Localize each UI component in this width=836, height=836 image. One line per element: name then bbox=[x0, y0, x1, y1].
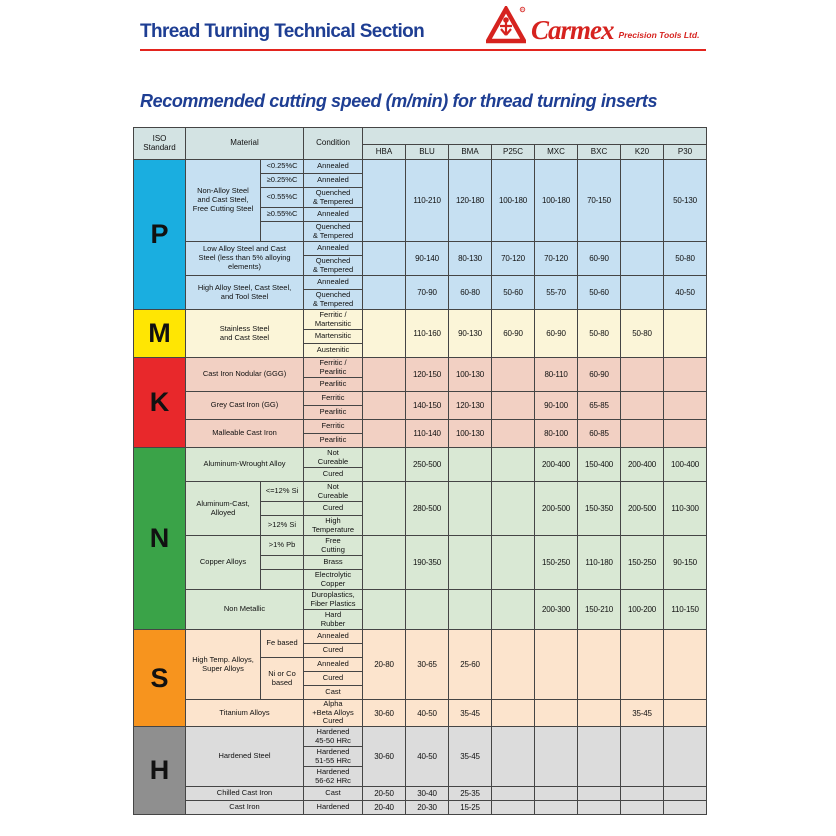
condition-cell: Annealed bbox=[304, 630, 363, 644]
material-subcondition-cell: <0.55%C bbox=[261, 188, 304, 208]
value-cell: 40-50 bbox=[664, 276, 707, 310]
value-cell: 200-500 bbox=[621, 482, 664, 536]
value-cell: 50-60 bbox=[578, 276, 621, 310]
condition-cell: Hardened bbox=[304, 801, 363, 815]
material-cell: Cast Iron Nodular (GGG) bbox=[186, 358, 304, 392]
value-cell bbox=[664, 358, 707, 392]
condition-cell: Quenched & Tempered bbox=[304, 222, 363, 242]
value-cell: 100-130 bbox=[449, 420, 492, 448]
material-cell: Malleable Cast Iron bbox=[186, 420, 304, 448]
value-cell bbox=[492, 448, 535, 482]
value-cell: 20-40 bbox=[363, 801, 406, 815]
value-cell bbox=[492, 787, 535, 801]
material-cell: Copper Alloys bbox=[186, 536, 261, 590]
value-cell: 40-50 bbox=[406, 727, 449, 787]
condition-cell: Quenched & Tempered bbox=[304, 256, 363, 276]
value-cell bbox=[621, 276, 664, 310]
material-cell: Non-Alloy Steel and Cast Steel, Free Cutting Steel bbox=[186, 160, 261, 242]
material-subcondition-cell bbox=[261, 570, 304, 590]
col-header-grade-p25c: P25C bbox=[492, 145, 535, 160]
value-cell bbox=[492, 392, 535, 420]
value-cell: 140-150 bbox=[406, 392, 449, 420]
table-row bbox=[134, 590, 707, 610]
value-cell: 100-200 bbox=[621, 590, 664, 630]
iso-letter-N: N bbox=[134, 448, 186, 630]
value-cell: 110-180 bbox=[578, 536, 621, 590]
table-row bbox=[134, 310, 707, 330]
value-cell bbox=[449, 448, 492, 482]
value-cell: 60-90 bbox=[535, 310, 578, 358]
condition-cell: Annealed bbox=[304, 276, 363, 290]
condition-cell: Pearlitic bbox=[304, 434, 363, 448]
value-cell bbox=[449, 590, 492, 630]
material-subcondition-cell: >1% Pb bbox=[261, 536, 304, 556]
value-cell bbox=[535, 700, 578, 727]
material-subcondition-cell: Fe based bbox=[261, 630, 304, 658]
value-cell bbox=[621, 801, 664, 815]
material-subcondition-cell: >12% Si bbox=[261, 516, 304, 536]
material-cell: Low Alloy Steel and Cast Steel (less than 5% alloying elements) bbox=[186, 242, 304, 276]
condition-cell: Martensitic bbox=[304, 330, 363, 344]
col-header-grade-bxc: BXC bbox=[578, 145, 621, 160]
table-row bbox=[134, 727, 707, 747]
cutting-speed-table bbox=[133, 127, 707, 815]
value-cell bbox=[664, 392, 707, 420]
value-cell: 30-65 bbox=[406, 630, 449, 700]
value-cell: 250-500 bbox=[406, 448, 449, 482]
condition-cell: Ferritic bbox=[304, 392, 363, 406]
material-cell: Non Metallic bbox=[186, 590, 304, 630]
value-cell bbox=[492, 358, 535, 392]
value-cell: 30-60 bbox=[363, 700, 406, 727]
value-cell: 200-400 bbox=[535, 448, 578, 482]
value-cell: 35-45 bbox=[621, 700, 664, 727]
value-cell: 70-150 bbox=[578, 160, 621, 242]
condition-cell: Annealed bbox=[304, 658, 363, 672]
condition-cell: Not Cureable bbox=[304, 448, 363, 468]
value-cell: 25-60 bbox=[449, 630, 492, 700]
value-cell bbox=[664, 787, 707, 801]
value-cell bbox=[363, 482, 406, 536]
grades-header-spacer bbox=[363, 128, 707, 145]
value-cell bbox=[621, 727, 664, 787]
iso-letter-M: M bbox=[134, 310, 186, 358]
value-cell bbox=[578, 630, 621, 700]
value-cell: 80-130 bbox=[449, 242, 492, 276]
col-header-condition: Condition bbox=[304, 128, 363, 160]
registered-mark: R bbox=[521, 7, 524, 13]
value-cell bbox=[363, 392, 406, 420]
value-cell: 60-90 bbox=[492, 310, 535, 358]
value-cell bbox=[535, 787, 578, 801]
value-cell bbox=[664, 630, 707, 700]
col-header-grade-k20: K20 bbox=[621, 145, 664, 160]
value-cell: 70-120 bbox=[535, 242, 578, 276]
brand-suffix: Precision Tools Ltd. bbox=[618, 30, 700, 40]
table-row bbox=[134, 536, 707, 556]
value-cell bbox=[492, 727, 535, 787]
value-cell: 80-110 bbox=[535, 358, 578, 392]
value-cell: 150-210 bbox=[578, 590, 621, 630]
condition-cell: Ferritic / Martensitic bbox=[304, 310, 363, 330]
value-cell: 280-500 bbox=[406, 482, 449, 536]
value-cell: 150-350 bbox=[578, 482, 621, 536]
condition-cell: Annealed bbox=[304, 174, 363, 188]
value-cell bbox=[363, 448, 406, 482]
table-row bbox=[134, 160, 707, 174]
value-cell bbox=[621, 420, 664, 448]
value-cell: 50-80 bbox=[578, 310, 621, 358]
value-cell bbox=[535, 801, 578, 815]
condition-cell: Alpha +Beta Alloys Cured bbox=[304, 700, 363, 727]
value-cell: 20-50 bbox=[363, 787, 406, 801]
value-cell: 65-85 bbox=[578, 392, 621, 420]
value-cell: 50-80 bbox=[621, 310, 664, 358]
material-cell: High Alloy Steel, Cast Steel, and Tool Steel bbox=[186, 276, 304, 310]
value-cell bbox=[578, 727, 621, 787]
material-cell: Aluminum-Wrought Alloy bbox=[186, 448, 304, 482]
value-cell bbox=[578, 787, 621, 801]
value-cell: 50-130 bbox=[664, 160, 707, 242]
condition-cell: Ferritic / Pearlitic bbox=[304, 358, 363, 378]
col-header-grade-mxc: MXC bbox=[535, 145, 578, 160]
value-cell: 110-160 bbox=[406, 310, 449, 358]
value-cell bbox=[363, 242, 406, 276]
condition-cell: Pearlitic bbox=[304, 378, 363, 392]
condition-cell: Not Cureable bbox=[304, 482, 363, 502]
value-cell bbox=[363, 420, 406, 448]
value-cell: 150-250 bbox=[621, 536, 664, 590]
table-row bbox=[134, 787, 707, 801]
value-cell: 150-250 bbox=[535, 536, 578, 590]
material-subcondition-cell: <=12% Si bbox=[261, 482, 304, 502]
value-cell bbox=[492, 590, 535, 630]
value-cell: 40-50 bbox=[406, 700, 449, 727]
value-cell: 60-90 bbox=[578, 242, 621, 276]
material-subcondition-cell: ≥0.55%C bbox=[261, 208, 304, 222]
condition-cell: Electrolytic Copper bbox=[304, 570, 363, 590]
value-cell bbox=[492, 536, 535, 590]
value-cell: 120-150 bbox=[406, 358, 449, 392]
col-header-grade-hba: HBA bbox=[363, 145, 406, 160]
condition-cell: Hardened 56-62 HRc bbox=[304, 767, 363, 787]
material-cell: High Temp. Alloys, Super Alloys bbox=[186, 630, 261, 700]
value-cell bbox=[664, 420, 707, 448]
condition-cell: Cured bbox=[304, 672, 363, 686]
value-cell: 190-350 bbox=[406, 536, 449, 590]
col-header-iso-standard: ISO Standard bbox=[134, 128, 186, 160]
condition-cell: Annealed bbox=[304, 208, 363, 222]
value-cell: 55-70 bbox=[535, 276, 578, 310]
value-cell bbox=[492, 482, 535, 536]
condition-cell: Annealed bbox=[304, 242, 363, 256]
table-row bbox=[134, 630, 707, 644]
value-cell bbox=[664, 801, 707, 815]
condition-cell: High Temperature bbox=[304, 516, 363, 536]
value-cell bbox=[578, 700, 621, 727]
value-cell: 50-60 bbox=[492, 276, 535, 310]
value-cell: 90-100 bbox=[535, 392, 578, 420]
material-cell: Stainless Steel and Cast Steel bbox=[186, 310, 304, 358]
value-cell: 35-45 bbox=[449, 727, 492, 787]
value-cell bbox=[664, 727, 707, 787]
condition-cell: Cast bbox=[304, 787, 363, 801]
value-cell bbox=[578, 801, 621, 815]
value-cell bbox=[492, 420, 535, 448]
condition-cell: Duroplastics, Fiber Plastics bbox=[304, 590, 363, 610]
table-header-row bbox=[134, 128, 707, 145]
value-cell bbox=[363, 310, 406, 358]
material-subcondition-cell: ≥0.25%C bbox=[261, 174, 304, 188]
value-cell: 110-150 bbox=[664, 590, 707, 630]
table-row bbox=[134, 276, 707, 290]
material-subcondition-cell: <0.25%C bbox=[261, 160, 304, 174]
value-cell bbox=[621, 160, 664, 242]
condition-cell: Hard Rubber bbox=[304, 610, 363, 630]
condition-cell: Cured bbox=[304, 468, 363, 482]
table-row bbox=[134, 420, 707, 434]
table-row bbox=[134, 801, 707, 815]
condition-cell: Hardened 45-50 HRc bbox=[304, 727, 363, 747]
value-cell: 70-120 bbox=[492, 242, 535, 276]
condition-cell: Cured bbox=[304, 644, 363, 658]
condition-cell: Pearlitic bbox=[304, 406, 363, 420]
condition-cell: Austenitic bbox=[304, 344, 363, 358]
value-cell: 60-90 bbox=[578, 358, 621, 392]
col-header-grade-blu: BLU bbox=[406, 145, 449, 160]
page-title: Thread Turning Technical Section bbox=[140, 21, 425, 42]
table-row bbox=[134, 482, 707, 502]
material-subcondition-cell: Ni or Co based bbox=[261, 658, 304, 700]
value-cell: 150-400 bbox=[578, 448, 621, 482]
condition-cell: Brass bbox=[304, 556, 363, 570]
condition-cell: Cast bbox=[304, 686, 363, 700]
value-cell: 100-180 bbox=[492, 160, 535, 242]
value-cell: 60-80 bbox=[449, 276, 492, 310]
condition-cell: Annealed bbox=[304, 160, 363, 174]
material-subcondition-cell bbox=[261, 222, 304, 242]
value-cell: 80-100 bbox=[535, 420, 578, 448]
value-cell bbox=[492, 801, 535, 815]
header-divider bbox=[140, 49, 706, 51]
table-row bbox=[134, 448, 707, 468]
value-cell bbox=[492, 700, 535, 727]
carmex-logo bbox=[486, 6, 699, 44]
value-cell: 110-210 bbox=[406, 160, 449, 242]
value-cell: 20-80 bbox=[363, 630, 406, 700]
value-cell: 120-180 bbox=[449, 160, 492, 242]
iso-letter-H: H bbox=[134, 727, 186, 815]
iso-letter-S: S bbox=[134, 630, 186, 727]
value-cell bbox=[621, 787, 664, 801]
value-cell: 200-500 bbox=[535, 482, 578, 536]
value-cell: 100-180 bbox=[535, 160, 578, 242]
iso-letter-P: P bbox=[134, 160, 186, 310]
value-cell bbox=[664, 310, 707, 358]
value-cell bbox=[621, 358, 664, 392]
value-cell bbox=[363, 160, 406, 242]
value-cell: 200-300 bbox=[535, 590, 578, 630]
value-cell: 60-85 bbox=[578, 420, 621, 448]
material-cell: Aluminum-Cast, Alloyed bbox=[186, 482, 261, 536]
col-header-grade-bma: BMA bbox=[449, 145, 492, 160]
condition-cell: Hardened 51-55 HRc bbox=[304, 747, 363, 767]
value-cell: 30-60 bbox=[363, 727, 406, 787]
value-cell: 90-150 bbox=[664, 536, 707, 590]
value-cell: 90-130 bbox=[449, 310, 492, 358]
value-cell bbox=[363, 590, 406, 630]
value-cell: 20-30 bbox=[406, 801, 449, 815]
condition-cell: Ferritic bbox=[304, 420, 363, 434]
col-header-grade-p30: P30 bbox=[664, 145, 707, 160]
value-cell bbox=[535, 630, 578, 700]
value-cell: 120-130 bbox=[449, 392, 492, 420]
value-cell bbox=[449, 536, 492, 590]
condition-cell: Cured bbox=[304, 502, 363, 516]
value-cell: 50-80 bbox=[664, 242, 707, 276]
table-row bbox=[134, 242, 707, 256]
col-header-material: Material bbox=[186, 128, 304, 160]
material-cell: Hardened Steel bbox=[186, 727, 304, 787]
value-cell bbox=[406, 590, 449, 630]
section-subtitle: Recommended cutting speed (m/min) for thread turning inserts bbox=[140, 91, 658, 111]
value-cell bbox=[492, 630, 535, 700]
condition-cell: Free Cutting bbox=[304, 536, 363, 556]
carmex-triangle-anchor-icon bbox=[486, 6, 526, 44]
value-cell: 35-45 bbox=[449, 700, 492, 727]
value-cell: 200-400 bbox=[621, 448, 664, 482]
condition-cell: Quenched & Tempered bbox=[304, 290, 363, 310]
iso-letter-K: K bbox=[134, 358, 186, 448]
value-cell: 25-35 bbox=[449, 787, 492, 801]
value-cell bbox=[621, 392, 664, 420]
table-row bbox=[134, 700, 707, 727]
value-cell bbox=[621, 630, 664, 700]
material-subcondition-cell bbox=[261, 502, 304, 516]
value-cell: 30-40 bbox=[406, 787, 449, 801]
value-cell: 110-140 bbox=[406, 420, 449, 448]
value-cell: 100-130 bbox=[449, 358, 492, 392]
material-cell: Titanium Alloys bbox=[186, 700, 304, 727]
value-cell: 15-25 bbox=[449, 801, 492, 815]
value-cell bbox=[363, 276, 406, 310]
brand-name: Carmex bbox=[531, 15, 614, 45]
value-cell: 70-90 bbox=[406, 276, 449, 310]
table-row bbox=[134, 358, 707, 378]
value-cell bbox=[363, 536, 406, 590]
value-cell bbox=[535, 727, 578, 787]
value-cell bbox=[621, 242, 664, 276]
value-cell bbox=[363, 358, 406, 392]
material-cell: Grey Cast Iron (GG) bbox=[186, 392, 304, 420]
value-cell bbox=[664, 700, 707, 727]
value-cell: 90-140 bbox=[406, 242, 449, 276]
table-row bbox=[134, 392, 707, 406]
value-cell: 100-400 bbox=[664, 448, 707, 482]
material-cell: Chilled Cast Iron bbox=[186, 787, 304, 801]
condition-cell: Quenched & Tempered bbox=[304, 188, 363, 208]
material-cell: Cast Iron bbox=[186, 801, 304, 815]
value-cell bbox=[449, 482, 492, 536]
value-cell: 110-300 bbox=[664, 482, 707, 536]
material-subcondition-cell bbox=[261, 556, 304, 570]
